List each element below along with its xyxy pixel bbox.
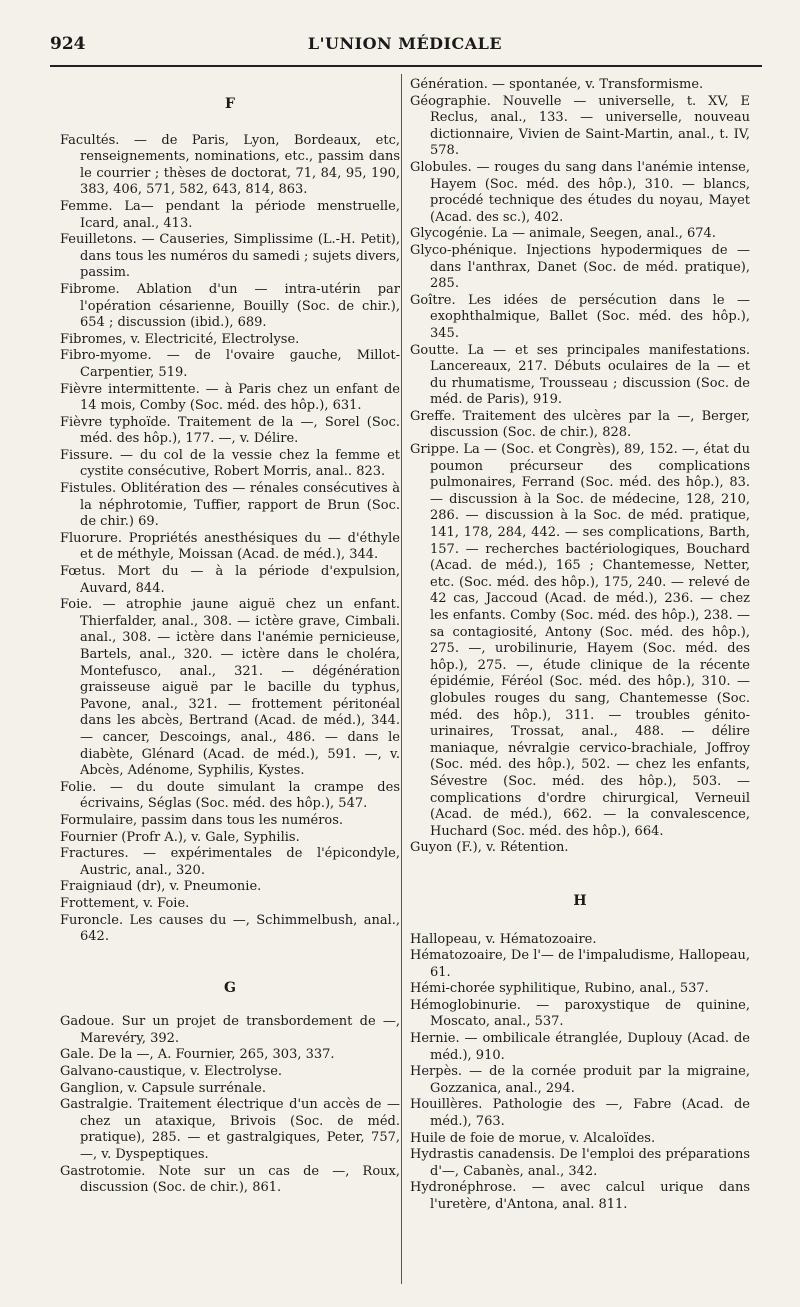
index-entry: Furoncle. Les causes du —, Schimmelbush, anal., 642. (60, 912, 400, 945)
index-entry: Fièvre intermittente. — à Paris chez un enfant de 14 mois, Comby (Soc. méd. des hôp.), 631. (60, 381, 400, 414)
index-entry: Folie. — du doute simulant la crampe des écrivains, Séglas (Soc. méd. des hôp.), 547. (60, 779, 400, 812)
index-entry: Frottement, v. Foie. (60, 895, 190, 911)
page-header (50, 34, 760, 60)
column-divider (401, 74, 402, 1284)
index-entry: Géographie. Nouvelle — universelle, t. XV, E Reclus, anal., 133. — universelle, nouveau dictionnaire, Vivien de Saint-Martin, anal., t. IV, 578. (410, 93, 750, 159)
index-entry: Fièvre typhoïde. Traitement de la —, Sorel (Soc. méd. des hôp.), 177. —, v. Délire. (60, 414, 400, 447)
index-entry: Fibromes, v. Electricité, Electrolyse. (60, 331, 300, 347)
index-entry: Fibro-myome. — de l'ovaire gauche, Millot-Carpentier, 519. (60, 348, 400, 380)
entries-g (60, 1014, 400, 1197)
index-entry: Hémi-chorée syphilitique, Rubino, anal., 537. (410, 981, 709, 997)
right-column (410, 77, 750, 1214)
index-entry: Formulaire, passim dans tous les numéros. (60, 812, 344, 828)
index-entry: Hydrastis canadensis. De l'emploi des préparations d'—, Cabanès, anal., 342. (410, 1147, 750, 1179)
index-entry: Hernie. — ombilicale étranglée, Duplouy (Acad. de méd.), 910. (410, 1031, 750, 1063)
index-entry: Herpès. — de la cornée produit par la migraine, Gozzanica, anal., 294. (410, 1064, 750, 1096)
section-letter-h: H (573, 892, 587, 909)
section-letter-g: G (224, 979, 236, 996)
index-entry: Greffe. Traitement des ulcères par la —, Berger, discussion (Soc. de chir.), 828. (410, 408, 750, 441)
index-entry: Gadoue. Sur un projet de transbordement de —, Marevéry, 392. (60, 1014, 400, 1046)
index-entry: Globules. — rouges du sang dans l'anémie intense, Hayem (Soc. méd. des hôp.), 310. — blancs, procédé technique des études du noyau, Mayet (Acad. des sc.), 402. (410, 159, 750, 225)
index-entry: Femme. La— pendant la période menstruelle, Icard, anal., 413. (60, 198, 400, 231)
running-title: L'UNION MÉDICALE (307, 34, 503, 53)
index-entry: Fœtus. Mort du — à la période d'expulsion, Auvard, 844. (60, 564, 400, 596)
index-entry: Glyco-phénique. Injections hypodermiques de — dans l'anthrax, Danet (Soc. de méd. pratique), 285. (410, 242, 750, 292)
index-entry: Fluorure. Propriétés anesthésiques du — d'éthyle et de méthyle, Moissan (Acad. de méd.), 344. (60, 530, 400, 563)
index-entry: Goître. Les idées de persécution dans le — exophthalmique, Ballet (Soc. méd. des hôp.), 345. (410, 292, 750, 341)
entries-f (60, 133, 400, 946)
index-entry: Guyon (F.), v. Rétention. (410, 840, 569, 856)
index-entry: Génération. — spontanée, v. Transformisme. (410, 77, 704, 92)
index-entry: Fraigniaud (dr), v. Pneumonie. (60, 879, 262, 895)
index-entry: Fibrome. Ablation d'un — intra-utérin par l'opération césarienne, Bouilly (Soc. de chir.), 654 ; discussion (ibid.), 689. (60, 281, 400, 331)
index-entry: Fistules. Oblitération des — rénales consécutives à la néphrotomie, Tuffier, rapport de Brun (Soc. de chir.) 69. (60, 481, 400, 530)
index-entry: Feuilletons. — Causeries, Simplissime (L.-H. Petit), dans tous les numéros du samedi ; sujets divers, passim. (60, 232, 400, 281)
index-entry: Fractures. — expérimentales de l'épicondyle, Austric, anal., 320. (60, 846, 400, 878)
index-entry: Hydronéphrose. — avec calcul urique dans l'uretère, d'Antona, anal. 811. (410, 1180, 750, 1212)
index-entry: Facultés. — de Paris, Lyon, Bordeaux, etc, renseignements, nominations, etc., passim dans le courrier ; thèses de doctorat, 71, 84, 95, 190, 383, 406, 571, 582, 643, 814, 863. (60, 132, 400, 198)
left-column (60, 80, 400, 1197)
index-entry: Fournier (Profr A.), v. Gale, Syphilis. (60, 829, 300, 845)
index-entry: Goutte. La — et ses principales manifestations. Lancereaux, 217. Débuts oculaires de la — et du rhumatisme, Trousseau ; discussion (Soc. de méd. de Paris), 919. (410, 342, 750, 408)
page-number: 924 (50, 34, 86, 54)
index-entry: Houillères. Pathologie des —, Fabre (Acad. de méd.), 763. (410, 1097, 750, 1130)
index-entry: Huile de foie de morue, v. Alcaloïdes. (410, 1130, 656, 1146)
section-letter-f: F (225, 96, 235, 112)
index-entry: Galvano-caustique, v. Electrolyse. (60, 1064, 283, 1080)
entries-h (410, 932, 750, 1214)
header-rule (50, 65, 762, 67)
index-entry: Gale. De la —, A. Fournier, 265, 303, 337. (60, 1047, 335, 1063)
index-entry: Fissure. — du col de la vessie chez la femme et cystite consécutive, Robert Morris, anal.. 823. (60, 447, 400, 480)
index-entry: Ganglion, v. Capsule surrénale. (60, 1080, 266, 1096)
index-entry: Hémoglobinurie. — paroxystique de quinine, Moscato, anal., 537. (410, 997, 750, 1030)
entries-g-continued (410, 77, 750, 857)
index-entry: Glycogénie. La — animale, Seegen, anal., 674. (410, 226, 716, 242)
index-entry: Grippe. La — (Soc. et Congrès), 89, 152. —, état du poumon précurseur des complications pulmonaires, Ferrand (Soc. méd. des hôp.), 83. — discussion à la Soc. de médecine, 128, 210, 286. — discussion à la Soc. de méd. pratique, 141, 178, 284, 442. — ses complications, Barth, 157. — recherches bactériologiques, Bouchard (Acad. de méd.), 165 ; Chantemesse, Netter, etc. (Soc. méd. des hôp.), 175, 240. — relevé de 42 cas, Jaccoud (Acad. de méd.), 236. — chez les enfants. Comby (Soc. méd. des hôp.), 238. — sa contagiosité, Antony (Soc. méd. des hôp.), 275. —, urobilinurie, Hayem (Soc. méd. des hôp.), 275. —, étude clinique de la récente épidémie, Féréol (Soc. méd. des hôp.), 310. — globules rouges du sang, Chantemesse (Soc. méd. des hôp.), 311. — troubles génito-urinaires, Trossat, anal., 488. — délire maniaque, névralgie cervico-brachiale, Joffroy (Soc. méd. des hôp.), 502. — chez les enfants, Sévestre (Soc. méd. des hôp.), 503. — complications d'ordre chirurgical, Verneuil (Acad. de méd.), 662. — la convalescence, Huchard (Soc. méd. des hôp.), 664. (410, 442, 750, 839)
index-entry: Foie. — atrophie jaune aiguë chez un enfant. Thierfalder, anal., 308. — ictère grave, Cimbali. anal., 308. — ictère dans l'anémie pernicieuse, Bartels, anal., 320. — ictère dans le choléra, Montefusco, anal., 321. — dégénération graisseuse aiguë par le bacille du typhus, Pavone, anal., 321. — frottement péritonéal dans les abcès, Bertrand (Acad. de méd.), 344. — cancer, Descoings, anal., 486. — dans le diabète, Glénard (Acad. de méd.), 591. —, v. Abcès, Adénome, Syphilis, Kystes. (60, 597, 400, 779)
index-entry: Hallopeau, v. Hématozoaire. (410, 931, 597, 947)
index-entry: Gastrotomie. Note sur un cas de —, Roux, discussion (Soc. de chir.), 861. (60, 1163, 400, 1196)
index-entry: Hématozoaire, De l'— de l'impaludisme, Hallopeau, 61. (410, 948, 750, 980)
index-entry: Gastralgie. Traitement électrique d'un accès de — chez un ataxique, Brivois (Soc. de méd. pratique), 285. — et gastralgiques, Peter, 757, —, v. Dyspeptiques. (60, 1097, 400, 1163)
